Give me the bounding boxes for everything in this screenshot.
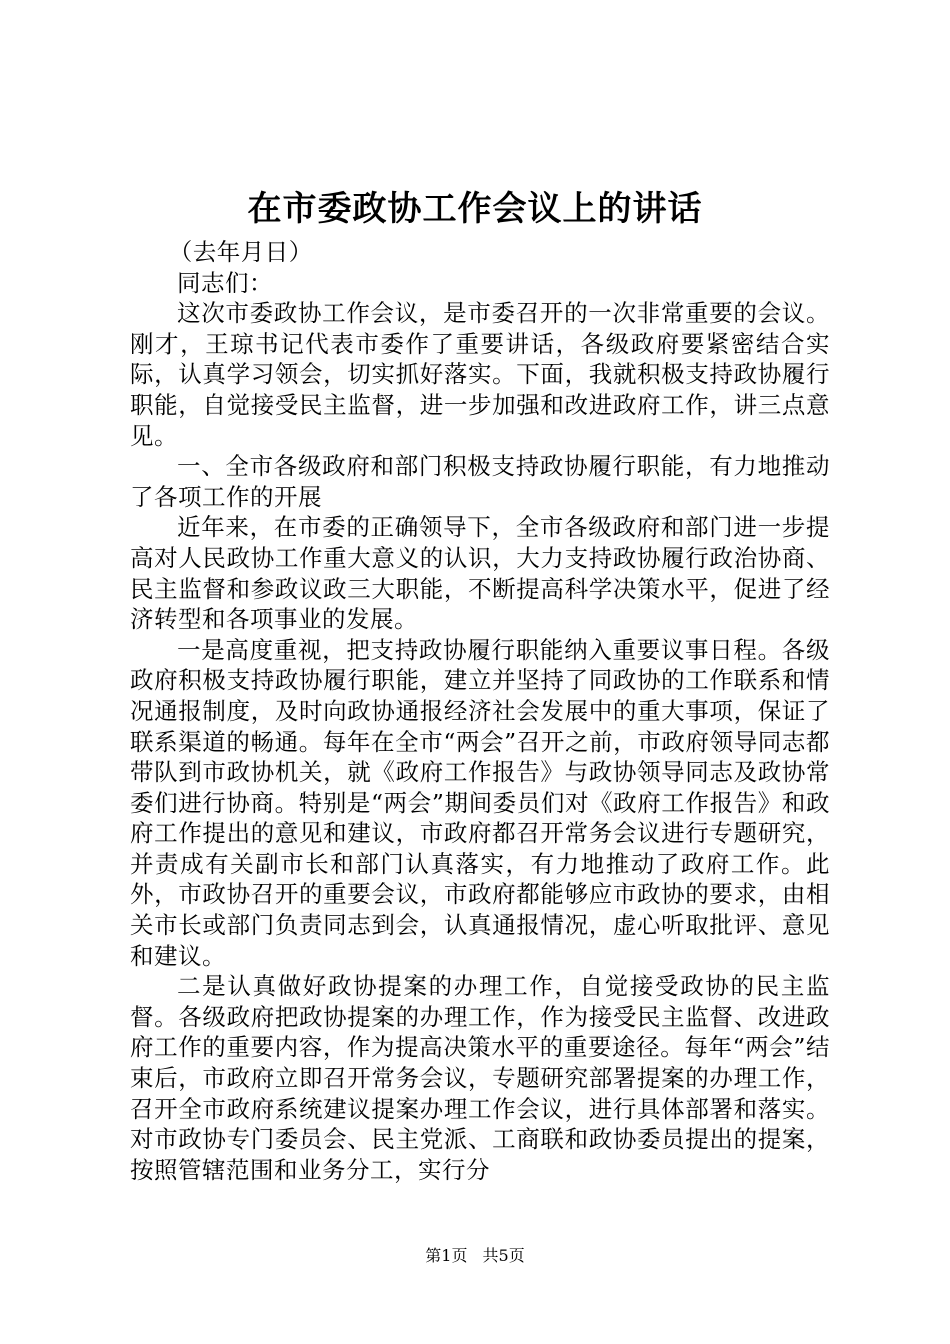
document-title: 在市委政协工作会议上的讲话	[247, 189, 703, 229]
paragraph-point-2: 二是认真做好政协提案的办理工作，自觉接受政协的民主监督。各级政府把政协提案的办理工作，作为接受民主监督、改进政府工作的重要内容，作为提高决策水平的重要途径。每年“两会”结束后，市政府立即召开常务会议，专题研究部署提案的办理工作，召开全市政府系统建议提案办理工作会议，进行具体部署和落实。对市政协专门委员会、民主党派、工商联和政协委员提出的提案，按照管辖范围和业务分工，实行分	[130, 972, 830, 1184]
paragraph-overview: 近年来，在市委的正确领导下，全市各级政府和部门进一步提高对人民政协工作重大意义的认识，大力支持政协履行政治协商、民主监督和参政议政三大职能，不断提高科学决策水平，促进了经济转型和各项事业的发展。	[130, 513, 830, 634]
page-number: 第1页	[425, 1246, 468, 1265]
salutation: 同志们：	[177, 268, 273, 297]
page-footer	[0, 1246, 950, 1266]
section-heading-1: 一、全市各级政府和部门积极支持政协履行职能，有力地推动了各项工作的开展	[130, 452, 830, 511]
page-total: 共5页	[482, 1246, 525, 1265]
paragraph-intro: 这次市委政协工作会议，是市委召开的一次非常重要的会议。刚才，王琼书记代表市委作了重要讲话，各级政府要紧密结合实际，认真学习领会，切实抓好落实。下面，我就积极支持政协履行职能，自觉接受民主监督，进一步加强和改进政府工作，讲三点意见。	[130, 299, 830, 450]
paragraph-point-1: 一是高度重视，把支持政协履行职能纳入重要议事日程。各级政府积极支持政协履行职能，建立并坚持了同政协的工作联系和情况通报制度，及时向政协通报经济社会发展中的重大事项，保证了联系渠道的畅通。每年在全市“两会”召开之前，市政府领导同志都带队到市政协机关，就《政府工作报告》与政协领导同志及政协常委们进行协商。特别是“两会”期间委员们对《政府工作报告》和政府工作提出的意见和建议，市政府都召开常务会议进行专题研究，并责成有关副市长和部门认真落实，有力地推动了政府工作。此外，市政协召开的重要会议，市政府都能够应市政协的要求，由相关市长或部门负责同志到会，认真通报情况，虚心听取批评、意见和建议。	[130, 635, 830, 970]
date-line: （去年月日）	[168, 238, 313, 266]
document-body	[130, 237, 830, 1185]
